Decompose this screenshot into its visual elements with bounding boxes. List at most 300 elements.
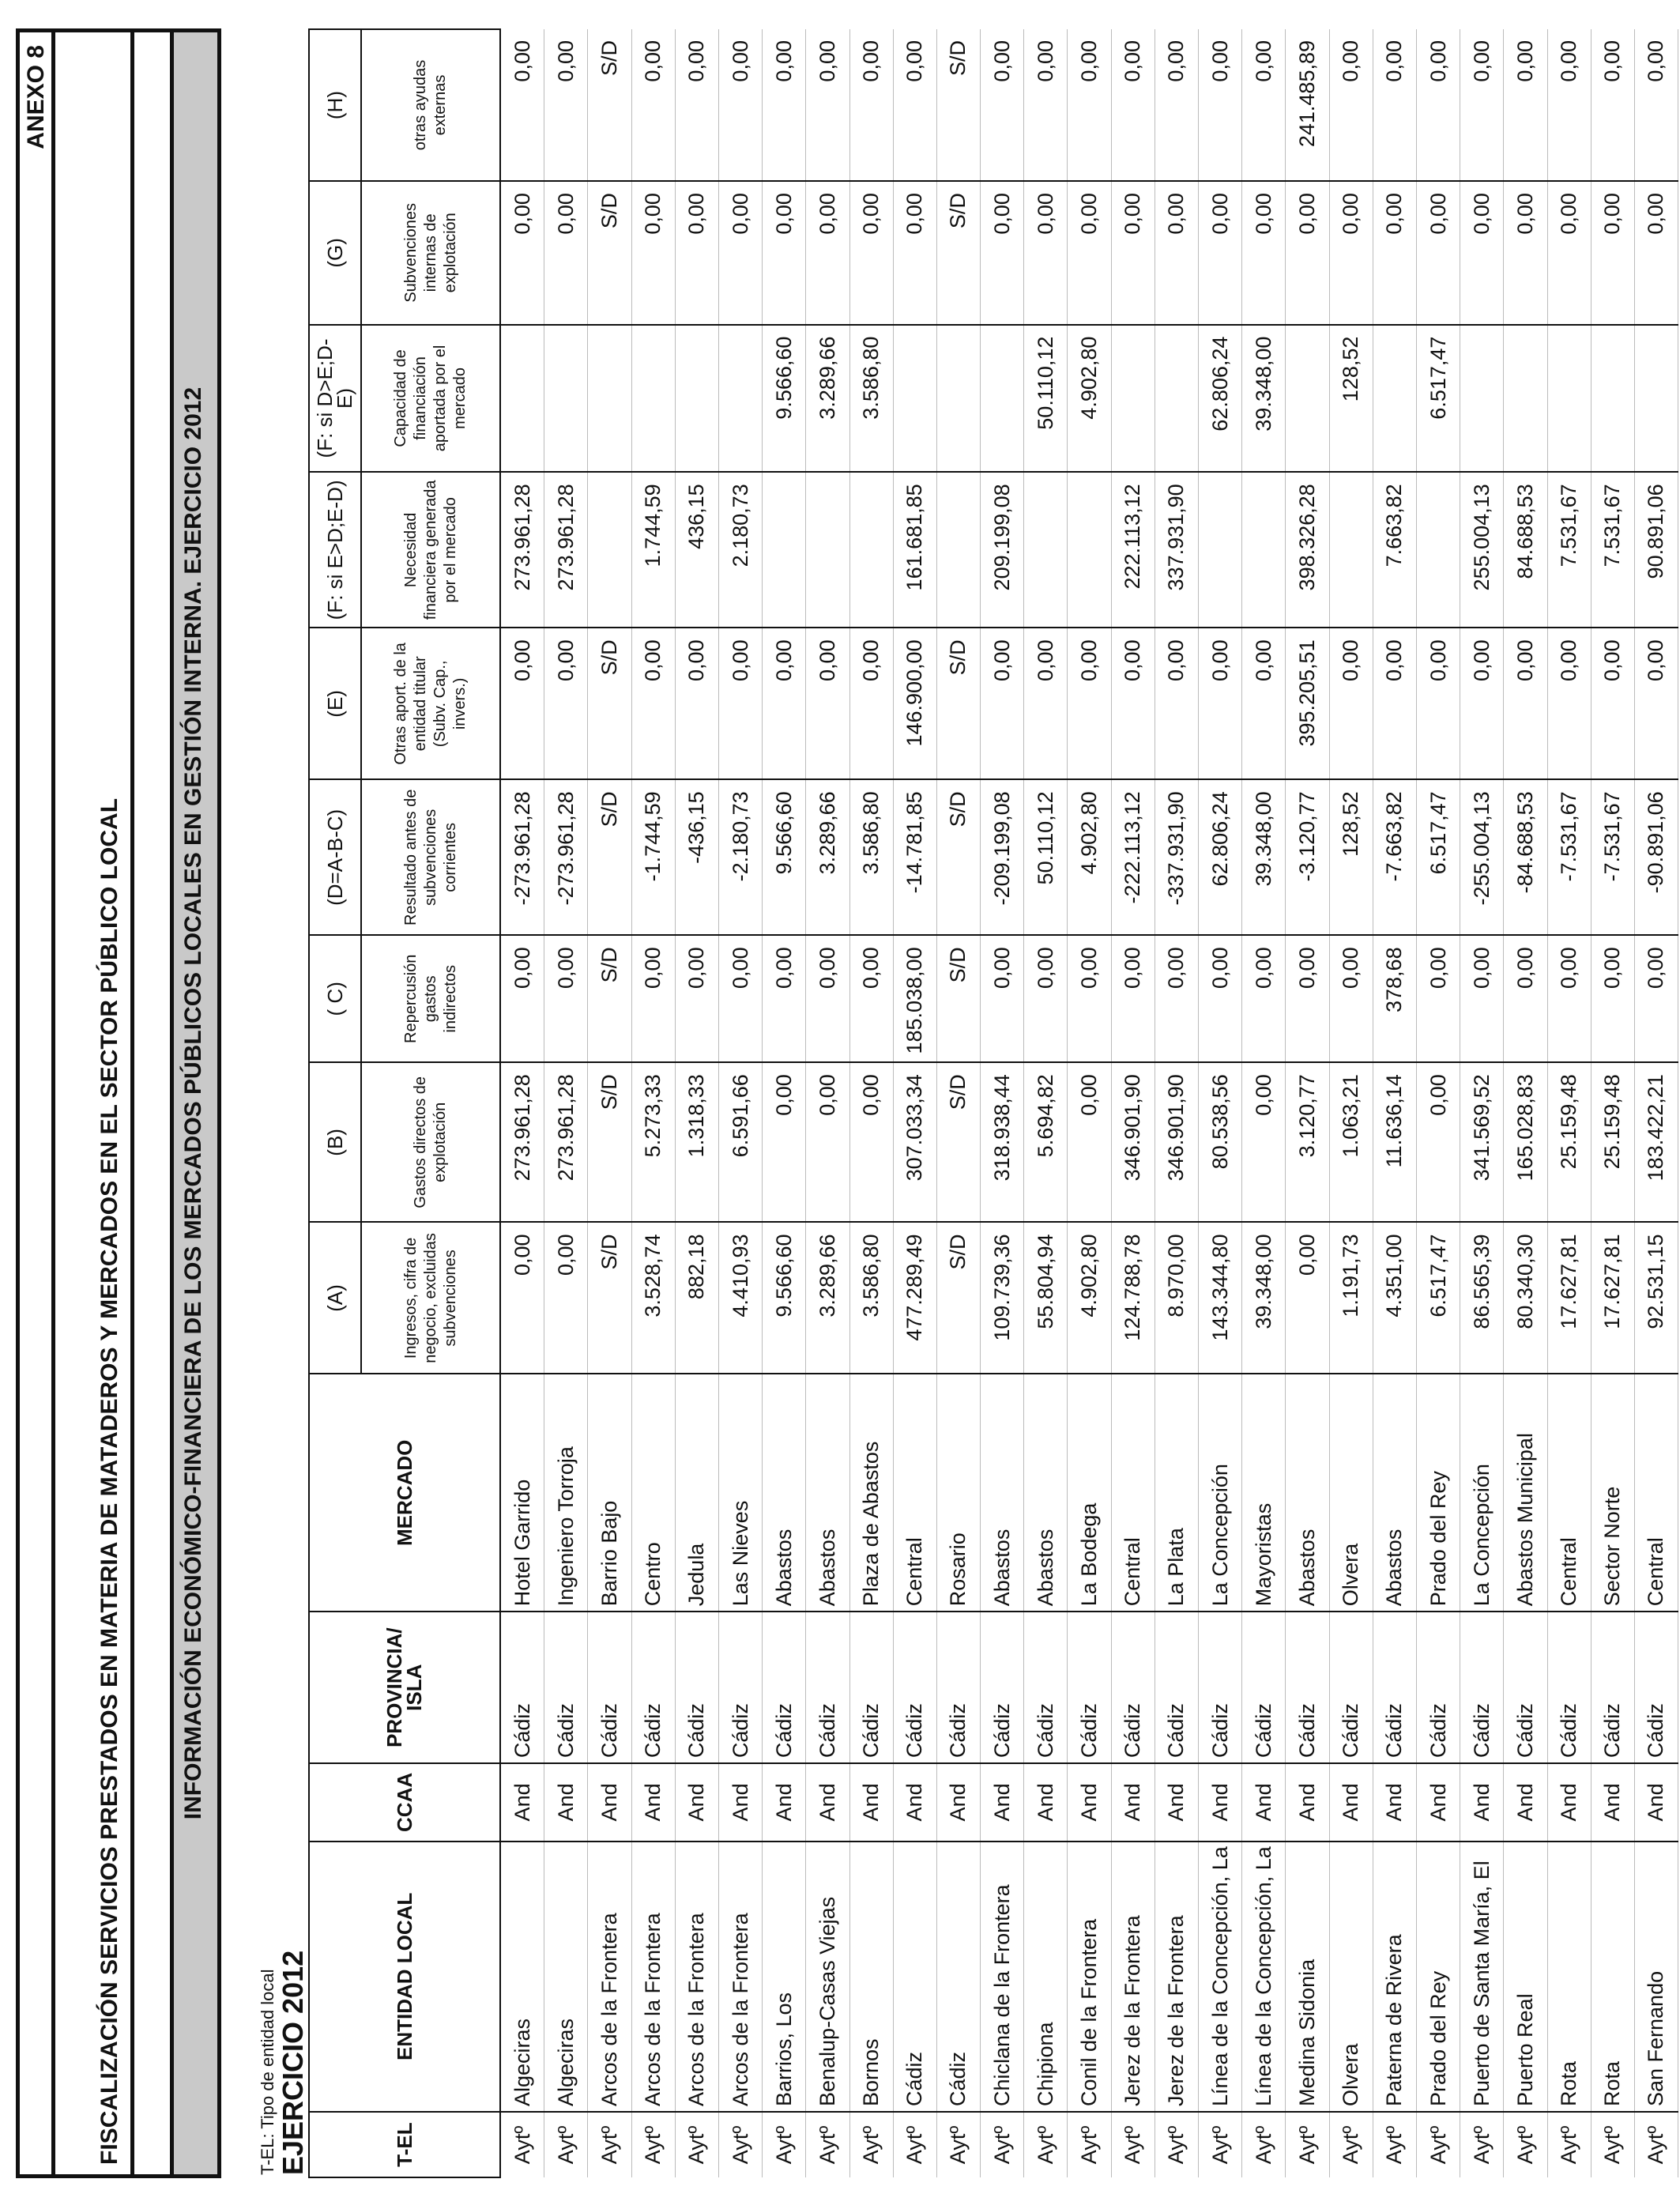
cell-g: 0,00 [1024, 181, 1068, 325]
cell-f2 [893, 325, 936, 473]
cell-ccaa: And [675, 1763, 718, 1842]
cell-e: 0,00 [1242, 628, 1286, 779]
cell-h: 0,00 [981, 29, 1024, 181]
cell-f1: 90.891,06 [1634, 472, 1678, 628]
cell-ccaa: And [1547, 1763, 1591, 1842]
cell-g: 0,00 [849, 181, 893, 325]
cell-mercado: Jedula [675, 1374, 718, 1612]
cell-mercado: Abastos [763, 1374, 806, 1612]
table-row [763, 29, 806, 2177]
cell-a: 4.351,00 [1373, 1222, 1416, 1374]
cell-tel: Aytº [1068, 2112, 1111, 2177]
cell-f2 [544, 325, 588, 473]
cell-f1 [763, 472, 806, 628]
document-title: FISCALIZACIÓN SERVICIOS PRESTADOS EN MATERIA DE MATADEROS Y MERCADOS EN EL SECTOR PÚBLICO LOCAL [55, 28, 134, 2178]
cell-d: -2.180,73 [718, 779, 762, 935]
cell-e: S/D [588, 628, 631, 779]
table-row [1634, 29, 1678, 2177]
cell-provincia: Cádiz [1547, 1612, 1591, 1763]
cell-mercado: Rosario [936, 1374, 980, 1612]
cell-e: 0,00 [1460, 628, 1504, 779]
cell-entidad: Rota [1547, 1842, 1591, 2112]
cell-g: 0,00 [1373, 181, 1416, 325]
cell-provincia: Cádiz [588, 1612, 631, 1763]
cell-f1: 273.961,28 [500, 472, 544, 628]
cell-entidad: Jerez de la Frontera [1111, 1842, 1155, 2112]
cell-b: 346.901,90 [1155, 1062, 1198, 1222]
cell-provincia: Cádiz [1068, 1612, 1111, 1763]
cell-mercado: Abastos [1373, 1374, 1416, 1612]
cell-g: 0,00 [1286, 181, 1329, 325]
cell-b: 25.159,48 [1591, 1062, 1634, 1222]
cell-e: 0,00 [1024, 628, 1068, 779]
cell-f2: 3.289,66 [806, 325, 849, 473]
cell-b: 273.961,28 [544, 1062, 588, 1222]
cell-entidad: Chipiona [1024, 1842, 1068, 2112]
cell-g: 0,00 [1068, 181, 1111, 325]
cell-d: 3.586,80 [849, 779, 893, 935]
cell-d: 62.806,24 [1199, 779, 1242, 935]
cell-mercado: Hotel Garrido [500, 1374, 544, 1612]
cell-h: S/D [588, 29, 631, 181]
cell-b: 318.938,44 [981, 1062, 1024, 1222]
cell-d: 3.289,66 [806, 779, 849, 935]
cell-entidad: San Fernando [1634, 1842, 1678, 2112]
cell-h: 0,00 [806, 29, 849, 181]
cell-f1: 7.663,82 [1373, 472, 1416, 628]
cell-f1: 1.744,59 [631, 472, 675, 628]
cell-d: S/D [936, 779, 980, 935]
cell-a: 92.531,15 [1634, 1222, 1678, 1374]
cell-provincia: Cádiz [806, 1612, 849, 1763]
cell-d: -14.781,85 [893, 779, 936, 935]
cell-h: 0,00 [1373, 29, 1416, 181]
cell-f2 [675, 325, 718, 473]
cell-mercado: Ingeniero Torroja [544, 1374, 588, 1612]
cell-provincia: Cádiz [981, 1612, 1024, 1763]
cell-g: 0,00 [893, 181, 936, 325]
cell-a: 39.348,00 [1242, 1222, 1286, 1374]
cell-e: 0,00 [981, 628, 1024, 779]
cell-h: 0,00 [893, 29, 936, 181]
cell-f1: 84.688,53 [1504, 472, 1547, 628]
cell-b: 0,00 [763, 1062, 806, 1222]
cell-b: 165.028,83 [1504, 1062, 1547, 1222]
cell-d: 6.517,47 [1416, 779, 1460, 935]
cell-f1 [1199, 472, 1242, 628]
col-c-code: ( C) [309, 935, 361, 1062]
cell-e: 0,00 [1547, 628, 1591, 779]
cell-d: -7.663,82 [1373, 779, 1416, 935]
cell-c: 0,00 [675, 935, 718, 1062]
cell-entidad: Jerez de la Frontera [1155, 1842, 1198, 2112]
cell-b: 1.063,21 [1329, 1062, 1373, 1222]
cell-h: 0,00 [1416, 29, 1460, 181]
table-row [631, 29, 675, 2177]
cell-a: 3.586,80 [849, 1222, 893, 1374]
cell-provincia: Cádiz [1329, 1612, 1373, 1763]
cell-ccaa: And [588, 1763, 631, 1842]
cell-entidad: Arcos de la Frontera [675, 1842, 718, 2112]
cell-provincia: Cádiz [675, 1612, 718, 1763]
cell-f2 [1373, 325, 1416, 473]
cell-a: 882,18 [675, 1222, 718, 1374]
cell-h: 0,00 [1199, 29, 1242, 181]
cell-h: 0,00 [500, 29, 544, 181]
cell-tel: Aytº [1155, 2112, 1198, 2177]
cell-mercado: La Concepción [1199, 1374, 1242, 1612]
cell-mercado: Central [1634, 1374, 1678, 1612]
cell-mercado: Abastos [1024, 1374, 1068, 1612]
cell-mercado: Prado del Rey [1416, 1374, 1460, 1612]
cell-b: 346.901,90 [1111, 1062, 1155, 1222]
cell-f1: 209.199,08 [981, 472, 1024, 628]
col-a-label: Ingresos, cifra de negocio, excluidas subvenciones [361, 1222, 500, 1374]
cell-tel: Aytº [588, 2112, 631, 2177]
cell-e: 0,00 [631, 628, 675, 779]
cell-provincia: Cádiz [500, 1612, 544, 1763]
cell-h: 0,00 [763, 29, 806, 181]
cell-provincia: Cádiz [1460, 1612, 1504, 1763]
cell-f2 [981, 325, 1024, 473]
cell-f2 [1634, 325, 1678, 473]
cell-tel: Aytº [849, 2112, 893, 2177]
cell-g: 0,00 [1111, 181, 1155, 325]
cell-e: 395.205,51 [1286, 628, 1329, 779]
cell-mercado: Centro [631, 1374, 675, 1612]
cell-entidad: Conil de la Frontera [1068, 1842, 1111, 2112]
cell-tel: Aytº [675, 2112, 718, 2177]
cell-mercado: Central [893, 1374, 936, 1612]
cell-f1: 2.180,73 [718, 472, 762, 628]
table-row [1242, 29, 1286, 2177]
cell-ccaa: And [1286, 1763, 1329, 1842]
cell-c: 0,00 [763, 935, 806, 1062]
table-row [1199, 29, 1242, 2177]
cell-ccaa: And [1155, 1763, 1198, 1842]
cell-c: 0,00 [1024, 935, 1068, 1062]
cell-entidad: Línea de la Concepción, La [1242, 1842, 1286, 2112]
cell-a: 9.566,60 [763, 1222, 806, 1374]
cell-d: -1.744,59 [631, 779, 675, 935]
cell-b: 25.159,48 [1547, 1062, 1591, 1222]
cell-d: -273.961,28 [544, 779, 588, 935]
cell-tel: Aytº [718, 2112, 762, 2177]
cell-ccaa: And [849, 1763, 893, 1842]
cell-f1 [806, 472, 849, 628]
cell-b: 11.636,14 [1373, 1062, 1416, 1222]
cell-ccaa: And [1242, 1763, 1286, 1842]
cell-entidad: Paterna de Rivera [1373, 1842, 1416, 2112]
cell-provincia: Cádiz [763, 1612, 806, 1763]
cell-h: 0,00 [1460, 29, 1504, 181]
cell-a: 477.289,49 [893, 1222, 936, 1374]
cell-f2: 50.110,12 [1024, 325, 1068, 473]
cell-a: 17.627,81 [1547, 1222, 1591, 1374]
table-row [1591, 29, 1634, 2177]
cell-f1: 398.326,28 [1286, 472, 1329, 628]
cell-tel: Aytº [1111, 2112, 1155, 2177]
cell-a: 3.528,74 [631, 1222, 675, 1374]
cell-e: 0,00 [1634, 628, 1678, 779]
cell-f2: 4.902,80 [1068, 325, 1111, 473]
cell-d: -90.891,06 [1634, 779, 1678, 935]
cell-provincia: Cádiz [1199, 1612, 1242, 1763]
cell-b: 5.273,33 [631, 1062, 675, 1222]
cell-provincia: Cádiz [1242, 1612, 1286, 1763]
cell-provincia: Cádiz [1024, 1612, 1068, 1763]
cell-b: 0,00 [1068, 1062, 1111, 1222]
col-c-label: Repercusión gastos indirectos [361, 935, 500, 1062]
cell-mercado: Plaza de Abastos [849, 1374, 893, 1612]
cell-c: 378,68 [1373, 935, 1416, 1062]
cell-a: 55.804,94 [1024, 1222, 1068, 1374]
table-row [981, 29, 1024, 2177]
cell-b: 80.538,56 [1199, 1062, 1242, 1222]
cell-f1 [1329, 472, 1373, 628]
cell-d: -7.531,67 [1591, 779, 1634, 935]
cell-ccaa: And [718, 1763, 762, 1842]
cell-ccaa: And [806, 1763, 849, 1842]
cell-tel: Aytº [806, 2112, 849, 2177]
table-row [893, 29, 936, 2177]
cell-entidad: Chiclana de la Frontera [981, 1842, 1024, 2112]
cell-tel: Aytº [1591, 2112, 1634, 2177]
cell-tel: Aytº [763, 2112, 806, 2177]
table-row [1373, 29, 1416, 2177]
cell-ccaa: And [1024, 1763, 1068, 1842]
cell-a: 3.289,66 [806, 1222, 849, 1374]
cell-g: 0,00 [981, 181, 1024, 325]
cell-a: S/D [588, 1222, 631, 1374]
cell-mercado: La Plata [1155, 1374, 1198, 1612]
fiscal-year: EJERCICIO 2012 [277, 1950, 309, 2175]
cell-provincia: Cádiz [1155, 1612, 1198, 1763]
cell-f1 [1242, 472, 1286, 628]
cell-entidad: Cádiz [893, 1842, 936, 2112]
cell-h: 0,00 [1504, 29, 1547, 181]
tel-legend: T-EL: Tipo de entidad local [258, 1969, 277, 2175]
cell-a: 17.627,81 [1591, 1222, 1634, 1374]
cell-c: S/D [936, 935, 980, 1062]
cell-g: 0,00 [1416, 181, 1460, 325]
cell-f1: 161.681,85 [893, 472, 936, 628]
cell-entidad: Barrios, Los [763, 1842, 806, 2112]
table-row [849, 29, 893, 2177]
cell-d: -337.931,90 [1155, 779, 1198, 935]
cell-ccaa: And [936, 1763, 980, 1842]
cell-e: 0,00 [718, 628, 762, 779]
cell-a: 143.344,80 [1199, 1222, 1242, 1374]
cell-c: 0,00 [1591, 935, 1634, 1062]
cell-d: 9.566,60 [763, 779, 806, 935]
cell-a: S/D [936, 1222, 980, 1374]
cell-a: 86.565,39 [1460, 1222, 1504, 1374]
cell-f2: 3.586,80 [849, 325, 893, 473]
cell-g: 0,00 [1155, 181, 1198, 325]
cell-d: 4.902,80 [1068, 779, 1111, 935]
cell-c: 0,00 [1460, 935, 1504, 1062]
table-row [675, 29, 718, 2177]
cell-d: -7.531,67 [1547, 779, 1591, 935]
cell-d: 128,52 [1329, 779, 1373, 935]
cell-entidad: Algeciras [500, 1842, 544, 2112]
cell-entidad: Línea de la Concepción, La [1199, 1842, 1242, 2112]
cell-a: 6.517,47 [1416, 1222, 1460, 1374]
cell-entidad: Puerto de Santa María, El [1460, 1842, 1504, 2112]
col-f1-label: Necesidad financiera generada por el mercado [361, 472, 500, 628]
cell-ccaa: And [1416, 1763, 1460, 1842]
cell-c: 0,00 [1111, 935, 1155, 1062]
cell-provincia: Cádiz [936, 1612, 980, 1763]
cell-f1 [936, 472, 980, 628]
cell-tel: Aytº [631, 2112, 675, 2177]
cell-entidad: Bornos [849, 1842, 893, 2112]
blank-band [134, 28, 174, 2178]
cell-e: 0,00 [544, 628, 588, 779]
cell-c: 0,00 [1286, 935, 1329, 1062]
annex-label: ANEXO 8 [16, 28, 55, 2178]
cell-e: 0,00 [1591, 628, 1634, 779]
cell-f2 [1286, 325, 1329, 473]
cell-provincia: Cádiz [1373, 1612, 1416, 1763]
cell-c: 0,00 [1242, 935, 1286, 1062]
col-g-label: Subvenciones internas de explotación [361, 181, 500, 325]
cell-d: -84.688,53 [1504, 779, 1547, 935]
cell-entidad: Prado del Rey [1416, 1842, 1460, 2112]
cell-h: S/D [936, 29, 980, 181]
cell-d: S/D [588, 779, 631, 935]
cell-d: -436,15 [675, 779, 718, 935]
cell-b: 5.694,82 [1024, 1062, 1068, 1222]
cell-d: -209.199,08 [981, 779, 1024, 935]
cell-g: 0,00 [718, 181, 762, 325]
cell-ccaa: And [631, 1763, 675, 1842]
cell-tel: Aytº [1024, 2112, 1068, 2177]
cell-a: 124.788,78 [1111, 1222, 1155, 1374]
cell-h: 0,00 [1111, 29, 1155, 181]
cell-tel: Aytº [1460, 2112, 1504, 2177]
cell-entidad: Benalup-Casas Viejas [806, 1842, 849, 2112]
cell-a: 1.191,73 [1329, 1222, 1373, 1374]
cell-mercado: La Bodega [1068, 1374, 1111, 1612]
cell-f2: 6.517,47 [1416, 325, 1460, 473]
cell-h: 0,00 [1547, 29, 1591, 181]
cell-e: 0,00 [675, 628, 718, 779]
cell-c: 0,00 [1199, 935, 1242, 1062]
cell-f1: 273.961,28 [544, 472, 588, 628]
cell-provincia: Cádiz [1286, 1612, 1329, 1763]
cell-e: 0,00 [1504, 628, 1547, 779]
cell-b: 0,00 [1416, 1062, 1460, 1222]
cell-entidad: Arcos de la Frontera [631, 1842, 675, 2112]
cell-e: 0,00 [849, 628, 893, 779]
cell-c: 0,00 [1634, 935, 1678, 1062]
cell-c: 0,00 [1068, 935, 1111, 1062]
table-row [1547, 29, 1591, 2177]
cell-g: 0,00 [500, 181, 544, 325]
cell-g: 0,00 [1504, 181, 1547, 325]
cell-f2 [631, 325, 675, 473]
cell-tel: Aytº [1547, 2112, 1591, 2177]
cell-f1 [588, 472, 631, 628]
col-h-label: otras ayudas externas [361, 29, 500, 181]
col-e-code: (E) [309, 628, 361, 779]
cell-c: 0,00 [718, 935, 762, 1062]
markets-table [308, 28, 1678, 2178]
col-mercado: MERCADO [309, 1374, 500, 1612]
cell-c: 0,00 [981, 935, 1024, 1062]
col-f1-code: (F: si E>D;E-D) [309, 472, 361, 628]
cell-g: 0,00 [1460, 181, 1504, 325]
cell-f2 [1111, 325, 1155, 473]
col-ccaa: CCAA [309, 1763, 500, 1842]
cell-g: 0,00 [1242, 181, 1286, 325]
cell-b: 6.591,66 [718, 1062, 762, 1222]
cell-entidad: Arcos de la Frontera [588, 1842, 631, 2112]
cell-provincia: Cádiz [1416, 1612, 1460, 1763]
cell-ccaa: And [1068, 1763, 1111, 1842]
cell-e: 0,00 [1199, 628, 1242, 779]
cell-mercado: Abastos [806, 1374, 849, 1612]
cell-f2: 39.348,00 [1242, 325, 1286, 473]
cell-mercado: Mayoristas [1242, 1374, 1286, 1612]
cell-provincia: Cádiz [631, 1612, 675, 1763]
table-row [1024, 29, 1068, 2177]
cell-b: 0,00 [806, 1062, 849, 1222]
cell-g: 0,00 [675, 181, 718, 325]
cell-ccaa: And [893, 1763, 936, 1842]
cell-g: S/D [588, 181, 631, 325]
cell-h: 0,00 [1024, 29, 1068, 181]
cell-b: 1.318,33 [675, 1062, 718, 1222]
cell-f2 [1547, 325, 1591, 473]
cell-g: 0,00 [631, 181, 675, 325]
cell-c: 0,00 [849, 935, 893, 1062]
cell-f1: 255.004,13 [1460, 472, 1504, 628]
cell-e: 0,00 [806, 628, 849, 779]
col-b-code: (B) [309, 1062, 361, 1222]
cell-ccaa: And [1504, 1763, 1547, 1842]
col-a-code: (A) [309, 1222, 361, 1374]
cell-entidad: Puerto Real [1504, 1842, 1547, 2112]
cell-h: 0,00 [1329, 29, 1373, 181]
cell-a: 8.970,00 [1155, 1222, 1198, 1374]
table-row [1416, 29, 1460, 2177]
cell-a: 4.410,93 [718, 1222, 762, 1374]
cell-h: 0,00 [1634, 29, 1678, 181]
cell-e: 0,00 [1068, 628, 1111, 779]
cell-h: 0,00 [1068, 29, 1111, 181]
cell-tel: Aytº [1634, 2112, 1678, 2177]
cell-h: 0,00 [1591, 29, 1634, 181]
table-row [1068, 29, 1111, 2177]
cell-ccaa: And [1199, 1763, 1242, 1842]
cell-mercado: Central [1547, 1374, 1591, 1612]
cell-g: 0,00 [763, 181, 806, 325]
col-e-label: Otras aport. de la entidad titular (Subv. Cap., invers.) [361, 628, 500, 779]
table-body [500, 29, 1678, 2177]
cell-e: 0,00 [500, 628, 544, 779]
cell-a: 4.902,80 [1068, 1222, 1111, 1374]
cell-ccaa: And [1634, 1763, 1678, 1842]
cell-e: 0,00 [1329, 628, 1373, 779]
cell-d: -3.120,77 [1286, 779, 1329, 935]
cell-h: 0,00 [544, 29, 588, 181]
cell-entidad: Arcos de la Frontera [718, 1842, 762, 2112]
col-provincia: PROVINCIA/ ISLA [309, 1612, 500, 1763]
cell-entidad: Medina Sidonia [1286, 1842, 1329, 2112]
